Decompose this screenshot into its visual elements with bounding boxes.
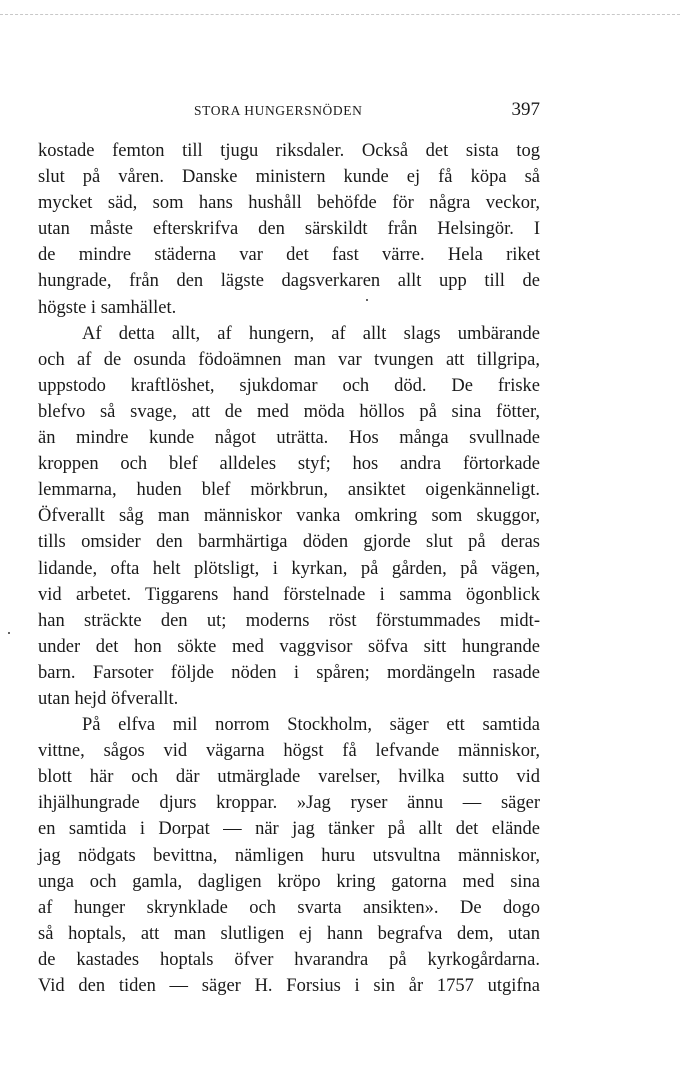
page-number: 397 xyxy=(511,99,540,120)
text-line: vittne, sågos vid vägarna högst få lefvande människor, xyxy=(38,741,540,762)
page-header xyxy=(38,101,540,123)
text-line: en samtida i Dorpat — när jag tänker på allt det elände xyxy=(38,819,540,840)
scan-speck xyxy=(366,299,368,301)
text-line: han sträckte den ut; moderns röst förstummades midt- xyxy=(38,610,540,631)
text-line: slut på våren. Danske ministern kunde ej få köpa så xyxy=(38,167,540,188)
text-line: mycket säd, som hans hushåll behöfde för några veckor, xyxy=(38,193,540,214)
text-line: unga och gamla, dagligen kröpo kring gatorna med sina xyxy=(38,871,540,892)
running-title: STORA HUNGERSNÖDEN xyxy=(194,103,363,118)
text-line: hungrade, från den lägste dagsverkaren allt upp till de xyxy=(38,271,540,292)
paragraph-end-line: utan hejd öfverallt. xyxy=(38,688,179,709)
paragraph-start-line: Af detta allt, af hungern, af allt slags umbärande xyxy=(82,323,540,344)
text-line: blefvo så svage, att de med möda höllos på sina fötter, xyxy=(38,401,540,422)
text-line: Öfverallt såg man människor vanka omkring som skuggor, xyxy=(38,506,540,527)
text-line: blott här och där utmärglade varelser, hvilka sutto vid xyxy=(38,767,540,788)
paragraph-end-line: högste i samhället. xyxy=(38,297,177,318)
text-line: utan måste efterskrifva den särskildt från Helsingör. I xyxy=(38,219,540,240)
text-line: de mindre städerna var det fast värre. Hela riket xyxy=(38,245,540,266)
text-line: barn. Farsoter följde nöden i spåren; mordängeln rasade xyxy=(38,662,540,683)
text-line: så hoptals, att man slutligen ej hann begrafva dem, utan xyxy=(38,923,540,944)
text-line: ihjälhungrade djurs kroppar. »Jag ryser ännu — säger xyxy=(38,793,540,814)
text-line: kostade femton till tjugu riksdaler. Också det sista tog xyxy=(38,141,540,161)
scan-speck xyxy=(8,632,10,634)
text-line: vid arbetet. Tiggarens hand förstelnade i samma ögonblick xyxy=(38,584,540,605)
text-line: lemmarna, huden blef mörkbrun, ansiktet oigenkänneligt. xyxy=(38,480,540,501)
text-line: de kastades hoptals öfver hvarandra på kyrkogårdarna. xyxy=(38,949,540,970)
text-line: än mindre kunde något uträtta. Hos många svullnade xyxy=(38,428,540,449)
scan-top-edge xyxy=(0,14,680,15)
paragraph-start-line: På elfva mil norrom Stockholm, säger ett samtida xyxy=(82,715,540,736)
text-line: kroppen och blef alldeles styf; hos andra förtorkade xyxy=(38,454,540,475)
body-text xyxy=(38,138,540,999)
text-line: uppstodo kraftlöshet, sjukdomar och död. De friske xyxy=(38,375,540,396)
text-line: Vid den tiden — säger H. Forsius i sin år 1757 utgifna xyxy=(38,976,540,996)
text-line: tills omsider den barmhärtiga döden gjorde slut på deras xyxy=(38,532,540,553)
text-line: och af de osunda födoämnen man var tvungen att tillgripa, xyxy=(38,349,540,370)
text-line: lidande, ofta helt plötsligt, i kyrkan, på gården, på vägen, xyxy=(38,558,540,579)
text-line: under det hon sökte med vaggvisor söfva sitt hungrande xyxy=(38,636,540,657)
text-line: jag nödgats bevittna, nämligen huru utsvultna människor, xyxy=(38,845,540,866)
text-line: af hunger skrynklade och svarta ansikten». De dogo xyxy=(38,897,540,918)
